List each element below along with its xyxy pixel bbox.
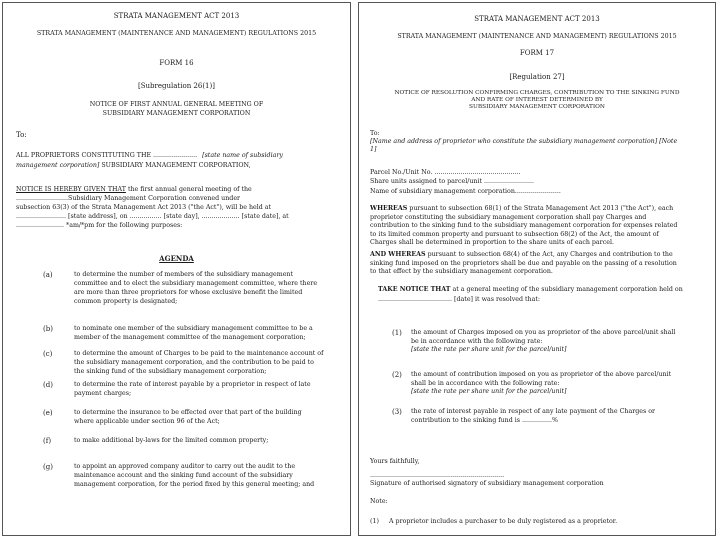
notice-title-2: SUBSIDIARY MANAGEMENT CORPORATION	[102, 110, 251, 117]
agenda-item-label: (a)	[43, 271, 53, 279]
mc-hint: management corporation]	[16, 162, 100, 169]
to-label: To:	[16, 131, 27, 139]
notice-line-3: subsection 63(3) of the Strata Management Act 2013 ("the Act"), will be held at	[16, 204, 272, 211]
smc-name-field: Name of subsidiary management corporation.......................	[370, 188, 561, 195]
signature-label: Signature of authorised signatory of subsidiary management corporation	[370, 480, 604, 487]
andwhereas-keyword: AND WHEREAS	[370, 251, 426, 258]
form-17-page	[358, 2, 716, 536]
andwhereas-line: to that effect by the subsidiary management corporation.	[370, 268, 553, 275]
whereas-keyword: WHEREAS	[370, 205, 408, 212]
act-title: STRATA MANAGEMENT ACT 2013	[113, 12, 240, 20]
agenda-item-label: (f)	[43, 437, 52, 445]
notice-line-1	[16, 186, 252, 194]
form-number: FORM 16	[159, 59, 194, 67]
take-notice-keyword: TAKE NOTICE THAT	[378, 286, 451, 293]
agenda-item-text: the sinking fund of the subsidiary management corporation;	[74, 368, 267, 375]
agenda-item-label: (c)	[43, 350, 53, 358]
yours-faithfully: Yours faithfully,	[370, 458, 420, 465]
note-heading: Note:	[370, 498, 388, 505]
proprietors-text: ALL PROPRIETORS CONSTITUTING THE ......................	[16, 152, 198, 159]
to-hint-2: 1]	[370, 146, 377, 153]
resolution-text: the amount of Charges imposed on you as proprietor of the above parcel/unit shall	[411, 329, 676, 336]
whereas-line: Charges shall be determined in proportion to the share units of each parcel.	[370, 239, 614, 246]
resolution-text: the amount of contribution imposed on you as proprietor of the above parcel/unit	[411, 371, 672, 378]
notice-title-1: NOTICE OF FIRST ANNUAL GENERAL MEETING OF	[89, 101, 264, 108]
agenda-item-text: the subsidiary management corporation, and the contribution to be paid to	[74, 359, 314, 366]
resolution-label: (3)	[392, 408, 402, 416]
agenda-item-text: are more than three proprietors for whose exclusive benefit the limited	[74, 289, 303, 296]
agenda-item-label: (e)	[43, 409, 53, 417]
to-hint-1: [Name and address of proprietor who constitute the subsidiary management corporation] [Note	[370, 138, 678, 145]
share-units-field: Share units assigned to parcel/unit .........................	[370, 178, 535, 185]
note-1-text: A proprietor includes a purchaser to be duly registered as a proprietor.	[389, 518, 618, 525]
resolution-text: the rate of interest payable in respect of any late payment of the Charges or	[411, 408, 656, 415]
agenda-item-text: management corporation, for the period fixed by this general meeting; and	[74, 481, 315, 488]
state-name-hint: [state name of subsidiary	[202, 152, 283, 159]
notice-title-1: NOTICE OF RESOLUTION CONFIRMING CHARGES, CONTRIBUTION TO THE SINKING FUND	[394, 90, 680, 96]
form-number: FORM 17	[519, 49, 555, 57]
agenda-item-text: member of the management committee of the management corporation;	[74, 334, 306, 341]
regulations-title: STRATA MANAGEMENT (MAINTENANCE AND MANAGEMENT) REGULATIONS 2015	[397, 33, 677, 40]
resolution-label: (2)	[392, 371, 402, 379]
notice-line-2: ..........................Subsidiary Management Corporation convened under	[16, 195, 241, 202]
andwhereas-text: pursuant to subsection 68(4) of the Act, any Charges and contribution to the	[425, 251, 673, 258]
smc-label: SUBSIDIARY MANAGEMENT CORPORATION,	[101, 162, 251, 169]
agenda-item-text: common property is designated;	[74, 298, 178, 305]
resolution-note: [state the rate per share unit for the parcel/unit]	[411, 346, 567, 353]
take-notice-text: at a general meeting of the subsidiary management corporation held on	[450, 286, 683, 293]
parcel-no-field: Parcel No./Unit No. ...........................................	[370, 169, 521, 176]
agenda-item-text: payment charges;	[74, 390, 132, 397]
notice-line-5: ........................ *am/*pm for the following purposes:	[16, 222, 183, 229]
whereas-line: contribution to the sinking fund to the subsidiary management corporation for expenses related	[370, 222, 678, 229]
agenda-item-label: (d)	[43, 381, 53, 389]
agenda-item-text: to determine the amount of Charges to be paid to the maintenance account of	[74, 350, 324, 357]
proprietors-line-2	[16, 162, 251, 170]
whereas-line-1	[370, 205, 673, 213]
agenda-heading: AGENDA	[159, 254, 194, 263]
notice-hereby: NOTICE IS HEREBY GIVEN THAT	[16, 186, 126, 193]
notice-line-4: ......................... [state address], on ................ [state day], ................... [state date], at	[16, 213, 289, 220]
resolution-label: (1)	[392, 329, 402, 337]
take-notice-line-1	[378, 286, 683, 294]
agenda-item-text: to determine the number of members of the subsidiary management	[74, 271, 294, 278]
agenda-item-label: (b)	[43, 325, 53, 333]
notice-line-1-text: the first annual general meeting of the	[127, 186, 252, 193]
agenda-item-text: to determine the rate of interest payable by a proprietor in respect of late	[74, 381, 311, 388]
notice-title-3: SUBSIDIARY MANAGEMENT CORPORATION	[469, 104, 605, 110]
resolution-text: be in accordance with the following rate:	[411, 337, 543, 345]
agenda-item-text: to make additional by-laws for the limited common property;	[74, 437, 269, 444]
to-label: To:	[370, 130, 380, 137]
note-1-label: (1)	[370, 518, 379, 525]
regulations-title: STRATA MANAGEMENT (MAINTENANCE AND MANAGEMENT) REGULATIONS 2015	[36, 30, 317, 37]
take-notice-line-2: ..................................... [date] it was resolved that:	[378, 296, 541, 303]
agenda-item-text: maintenance account and the sinking fund account of the subsidiary	[74, 472, 293, 479]
resolution-text: shall be in accordance with the following rate:	[411, 379, 560, 387]
andwhereas-line-1	[370, 251, 673, 259]
regulation: [Regulation 27]	[509, 73, 565, 81]
resolution-note: [state the rate per share unit for the parcel/unit]	[411, 388, 567, 395]
agenda-item-label: (g)	[43, 463, 53, 471]
proprietors-line-1	[16, 152, 283, 160]
subregulation: [Subregulation 26(1)]	[138, 82, 215, 90]
act-title: STRATA MANAGEMENT ACT 2013	[474, 15, 600, 23]
agenda-item-text: where applicable under section 96 of the Act;	[74, 418, 220, 425]
signature-line: ...................................................................	[370, 472, 505, 479]
form-16-page	[2, 2, 351, 536]
whereas-line: to its limited common property and pursuant to subsection 68(2) of the Act, the amount of	[370, 230, 659, 238]
agenda-item-text: to appoint an approved company auditor to carry out the audit to the	[74, 463, 296, 470]
agenda-item-text: to nominate one member of the subsidiary management committee to be a	[74, 325, 313, 332]
resolution-text: contribution to the sinking fund is ...............%	[411, 416, 558, 424]
agenda-item-text: committee and to elect the subsidiary management committee, where there	[74, 280, 318, 287]
agenda-item-text: to determine the insurance to be effected over that part of the building	[74, 409, 302, 416]
notice-title-2: AND RATE OF INTEREST DETERMINED BY	[471, 97, 603, 103]
whereas-text: pursuant to subsection 68(1) of the Strata Management Act 2013 ("the Act"), each	[407, 205, 674, 212]
whereas-line: proprietor constituting the subsidiary management corporation shall pay Charges and	[370, 213, 647, 221]
andwhereas-line: sinking fund imposed on the proprietors shall be due and payable on the passing of a resolution	[370, 259, 677, 267]
